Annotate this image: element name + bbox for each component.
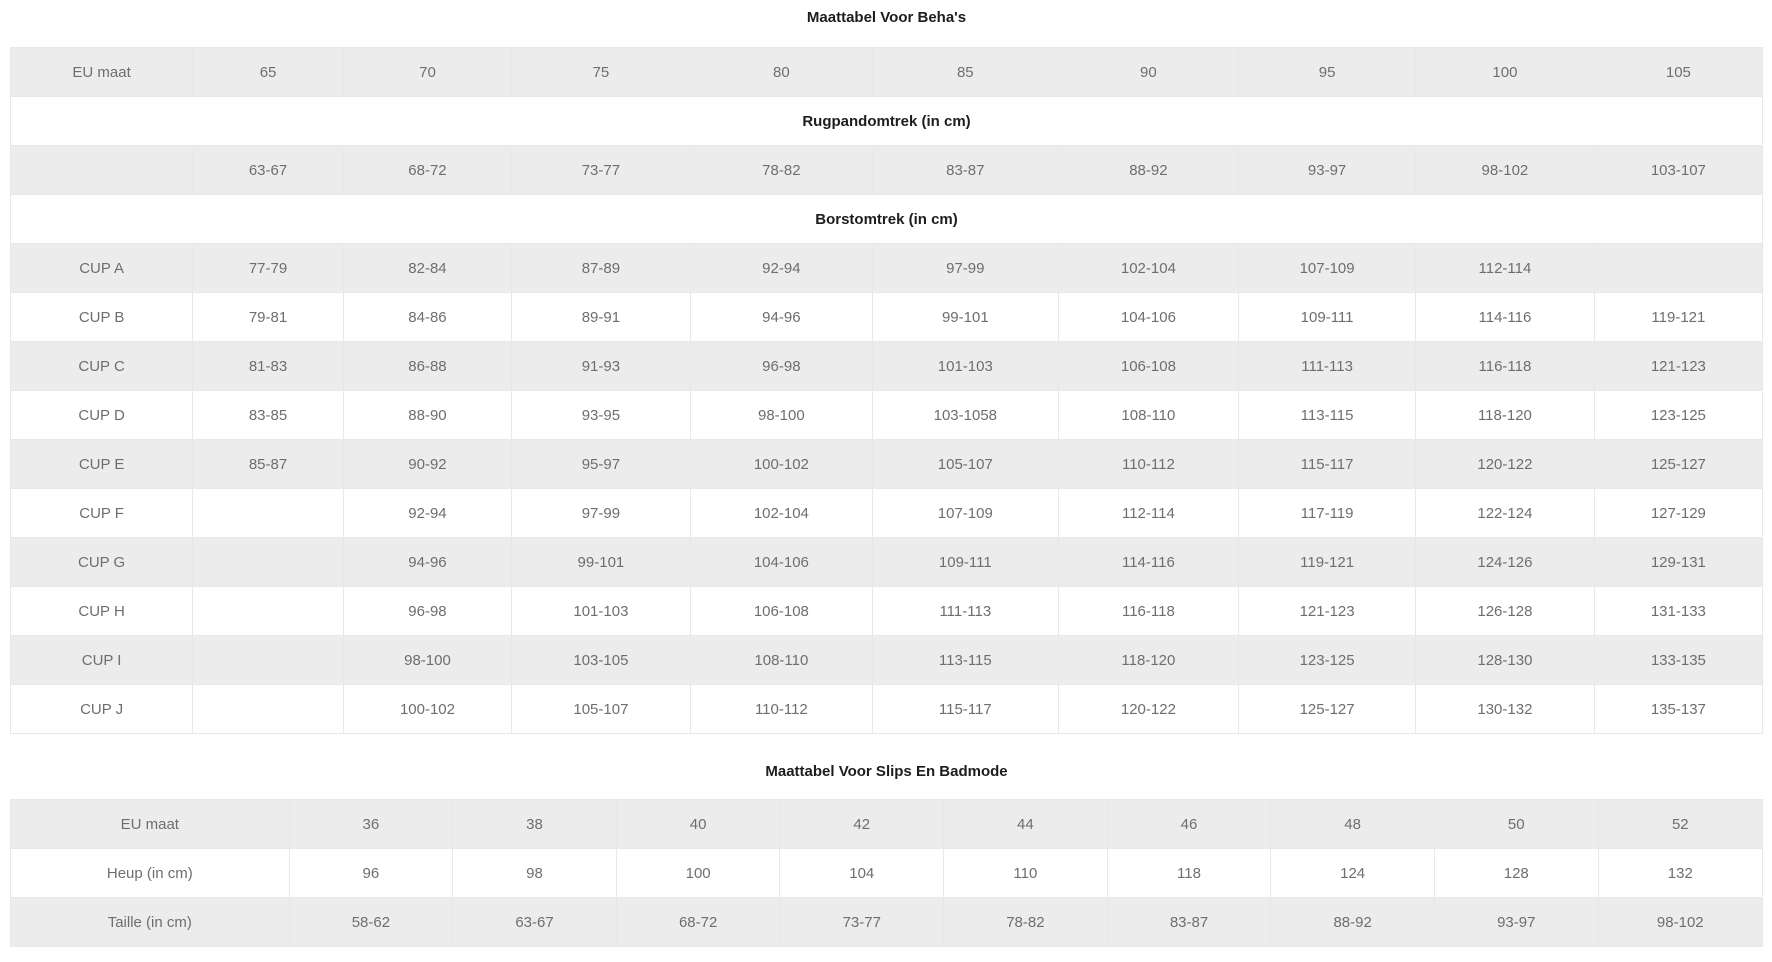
- row-label-cell: CUP A: [11, 244, 193, 293]
- table-cell: 108-110: [690, 636, 872, 685]
- table-cell: 104: [780, 849, 944, 898]
- briefs-table-title: Maattabel Voor Slips En Badmode: [765, 763, 1008, 780]
- table-cell: 68-72: [343, 146, 511, 195]
- table-cell: 135-137: [1594, 685, 1762, 734]
- table-row: [11, 48, 1763, 97]
- table-row: [11, 440, 1763, 489]
- table-cell: 99-101: [512, 538, 691, 587]
- table-cell: 105: [1594, 48, 1762, 97]
- table-cell: 100: [616, 849, 780, 898]
- content-wrap: [10, 0, 1763, 947]
- table-cell: 118: [1107, 849, 1271, 898]
- table-cell: 113-115: [872, 636, 1058, 685]
- table-cell: [193, 538, 344, 587]
- table-cell: 82-84: [343, 244, 511, 293]
- table-row: [11, 685, 1763, 734]
- table-cell: 85-87: [193, 440, 344, 489]
- table-cell: 128: [1434, 849, 1598, 898]
- table-cell: 75: [512, 48, 691, 97]
- section-header-cell: Rugpandomtrek (in cm): [11, 97, 1763, 146]
- row-label-cell: CUP J: [11, 685, 193, 734]
- table-cell: 58-62: [289, 898, 453, 947]
- table-cell: 105-107: [512, 685, 691, 734]
- bra-size-table: [10, 47, 1763, 734]
- table-cell: 116-118: [1058, 587, 1238, 636]
- table-cell: 124: [1271, 849, 1435, 898]
- table-cell: 101-103: [512, 587, 691, 636]
- table-cell: 132: [1598, 849, 1762, 898]
- table-cell: 78-82: [944, 898, 1108, 947]
- table-cell: 108-110: [1058, 391, 1238, 440]
- table-cell: 123-125: [1239, 636, 1416, 685]
- table-cell: 44: [944, 800, 1108, 849]
- table-cell: 77-79: [193, 244, 344, 293]
- row-label-cell: CUP C: [11, 342, 193, 391]
- table-cell: 107-109: [1239, 244, 1416, 293]
- table-cell: 100: [1416, 48, 1595, 97]
- table-cell: 68-72: [616, 898, 780, 947]
- table-cell: 133-135: [1594, 636, 1762, 685]
- table-cell: 115-117: [1239, 440, 1416, 489]
- table-cell: 122-124: [1416, 489, 1595, 538]
- table-cell: 79-81: [193, 293, 344, 342]
- table-cell: 106-108: [1058, 342, 1238, 391]
- table-cell: 121-123: [1594, 342, 1762, 391]
- table-cell: 95: [1239, 48, 1416, 97]
- table-cell: [193, 489, 344, 538]
- table-cell: 81-83: [193, 342, 344, 391]
- table-cell: 111-113: [1239, 342, 1416, 391]
- table-row: [11, 146, 1763, 195]
- table-cell: 117-119: [1239, 489, 1416, 538]
- table-cell: 125-127: [1594, 440, 1762, 489]
- table-cell: 110-112: [1058, 440, 1238, 489]
- table-cell: 96-98: [343, 587, 511, 636]
- table-cell: 129-131: [1594, 538, 1762, 587]
- table-cell: 97-99: [872, 244, 1058, 293]
- briefs-size-table: [10, 799, 1763, 947]
- table-cell: 125-127: [1239, 685, 1416, 734]
- row-label-cell: [11, 146, 193, 195]
- row-label-cell: EU maat: [11, 48, 193, 97]
- table-cell: 104-106: [1058, 293, 1238, 342]
- table-row: [11, 898, 1763, 947]
- table-cell: 83-87: [1107, 898, 1271, 947]
- table-row: [11, 800, 1763, 849]
- table-cell: 36: [289, 800, 453, 849]
- table-cell: [193, 685, 344, 734]
- table-cell: 93-97: [1434, 898, 1598, 947]
- table-cell: 112-114: [1416, 244, 1595, 293]
- bra-table-body: [11, 48, 1763, 734]
- table-cell: 38: [453, 800, 617, 849]
- bra-table-title: Maattabel Voor Beha's: [806, 9, 967, 26]
- table-cell: 87-89: [512, 244, 691, 293]
- table-row: [11, 342, 1763, 391]
- table-cell: 120-122: [1058, 685, 1238, 734]
- table-cell: 98-102: [1598, 898, 1762, 947]
- table-cell: 114-116: [1058, 538, 1238, 587]
- table-cell: 88-92: [1271, 898, 1435, 947]
- table-cell: 98: [453, 849, 617, 898]
- table-cell: 103-1058: [872, 391, 1058, 440]
- row-label-cell: CUP H: [11, 587, 193, 636]
- table-cell: 127-129: [1594, 489, 1762, 538]
- table-row: [11, 538, 1763, 587]
- table-cell: 40: [616, 800, 780, 849]
- table-cell: 46: [1107, 800, 1271, 849]
- section-header-cell: Borstomtrek (in cm): [11, 195, 1763, 244]
- table-cell: 97-99: [512, 489, 691, 538]
- row-label-cell: EU maat: [11, 800, 290, 849]
- row-label-cell: CUP B: [11, 293, 193, 342]
- table-cell: 93-97: [1239, 146, 1416, 195]
- table-cell: 119-121: [1594, 293, 1762, 342]
- table-cell: 106-108: [690, 587, 872, 636]
- table-cell: [193, 636, 344, 685]
- table-cell: 94-96: [343, 538, 511, 587]
- table-cell: 83-85: [193, 391, 344, 440]
- table-cell: 100-102: [690, 440, 872, 489]
- table-cell: 80: [690, 48, 872, 97]
- table-cell: 130-132: [1416, 685, 1595, 734]
- row-label-cell: CUP E: [11, 440, 193, 489]
- table-cell: 85: [872, 48, 1058, 97]
- table-cell: 99-101: [872, 293, 1058, 342]
- table-row: [11, 636, 1763, 685]
- row-label-cell: CUP G: [11, 538, 193, 587]
- table-cell: 115-117: [872, 685, 1058, 734]
- row-label-cell: CUP F: [11, 489, 193, 538]
- table-cell: 110-112: [690, 685, 872, 734]
- table-cell: 70: [343, 48, 511, 97]
- table-cell: 107-109: [872, 489, 1058, 538]
- table-cell: 48: [1271, 800, 1435, 849]
- table-row: [11, 489, 1763, 538]
- table-cell: 65: [193, 48, 344, 97]
- table-cell: 83-87: [872, 146, 1058, 195]
- table-cell: 124-126: [1416, 538, 1595, 587]
- table-cell: [193, 587, 344, 636]
- table-cell: 131-133: [1594, 587, 1762, 636]
- table-cell: 128-130: [1416, 636, 1595, 685]
- table-cell: 73-77: [780, 898, 944, 947]
- table-row: [11, 293, 1763, 342]
- table-cell: 104-106: [690, 538, 872, 587]
- table-cell: 119-121: [1239, 538, 1416, 587]
- table-cell: 63-67: [453, 898, 617, 947]
- table-cell: 88-92: [1058, 146, 1238, 195]
- table-cell: 93-95: [512, 391, 691, 440]
- table-cell: 118-120: [1058, 636, 1238, 685]
- table-cell: 95-97: [512, 440, 691, 489]
- table-cell: 103-105: [512, 636, 691, 685]
- table-cell: 88-90: [343, 391, 511, 440]
- table-cell: 90-92: [343, 440, 511, 489]
- table-cell: 102-104: [1058, 244, 1238, 293]
- table-cell: 86-88: [343, 342, 511, 391]
- table-cell: 112-114: [1058, 489, 1238, 538]
- table-cell: 103-107: [1594, 146, 1762, 195]
- table-cell: 109-111: [1239, 293, 1416, 342]
- table-cell: 63-67: [193, 146, 344, 195]
- table-cell: 90: [1058, 48, 1238, 97]
- table-row: [11, 587, 1763, 636]
- row-label-cell: CUP I: [11, 636, 193, 685]
- table-cell: 78-82: [690, 146, 872, 195]
- table-cell: 96-98: [690, 342, 872, 391]
- table-cell: 101-103: [872, 342, 1058, 391]
- table-cell: 50: [1434, 800, 1598, 849]
- table-cell: 73-77: [512, 146, 691, 195]
- table-cell: 96: [289, 849, 453, 898]
- row-label-cell: CUP D: [11, 391, 193, 440]
- table-cell: 100-102: [343, 685, 511, 734]
- table-cell: 98-102: [1416, 146, 1595, 195]
- table-cell: 98-100: [343, 636, 511, 685]
- table-cell: 92-94: [343, 489, 511, 538]
- table-cell: 52: [1598, 800, 1762, 849]
- section-header-row: [11, 97, 1763, 146]
- briefs-table-body: [11, 800, 1763, 947]
- table-cell: 92-94: [690, 244, 872, 293]
- table-cell: 110: [944, 849, 1108, 898]
- table-cell: [1594, 244, 1762, 293]
- row-label-cell: Heup (in cm): [11, 849, 290, 898]
- table-row: [11, 849, 1763, 898]
- table-cell: 102-104: [690, 489, 872, 538]
- section-header-row: [11, 195, 1763, 244]
- table-cell: 89-91: [512, 293, 691, 342]
- table-cell: 98-100: [690, 391, 872, 440]
- table-cell: 84-86: [343, 293, 511, 342]
- table-cell: 121-123: [1239, 587, 1416, 636]
- table-cell: 120-122: [1416, 440, 1595, 489]
- table-cell: 109-111: [872, 538, 1058, 587]
- table-row: [11, 244, 1763, 293]
- table-cell: 126-128: [1416, 587, 1595, 636]
- table-cell: 114-116: [1416, 293, 1595, 342]
- table-cell: 123-125: [1594, 391, 1762, 440]
- table-cell: 111-113: [872, 587, 1058, 636]
- table-row: [11, 391, 1763, 440]
- table-cell: 113-115: [1239, 391, 1416, 440]
- table-cell: 94-96: [690, 293, 872, 342]
- table-cell: 116-118: [1416, 342, 1595, 391]
- table-cell: 105-107: [872, 440, 1058, 489]
- table-cell: 91-93: [512, 342, 691, 391]
- row-label-cell: Taille (in cm): [11, 898, 290, 947]
- table-cell: 118-120: [1416, 391, 1595, 440]
- table-cell: 42: [780, 800, 944, 849]
